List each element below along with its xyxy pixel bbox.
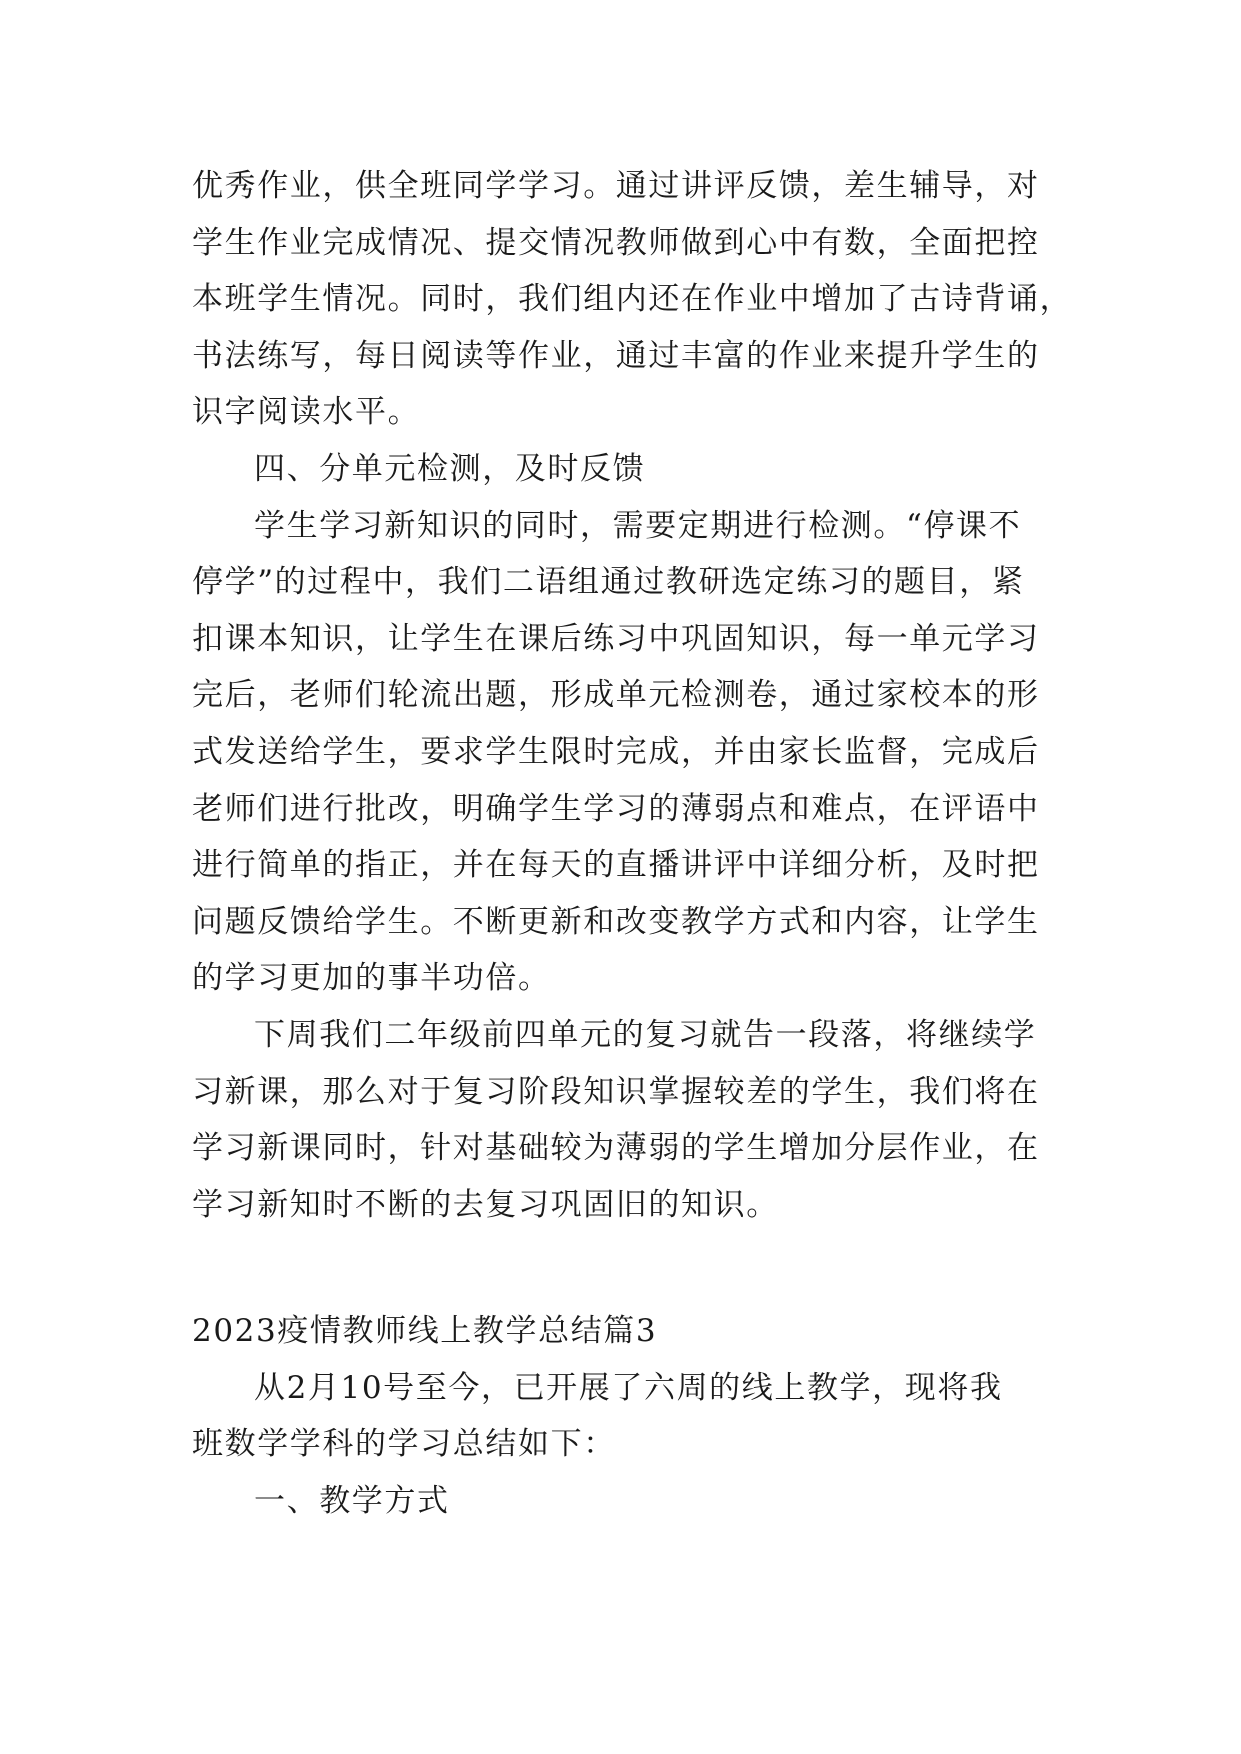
paragraph-line: 班数学学科的学习总结如下： xyxy=(192,1426,616,1463)
paragraph-line: 学习新知时不断的去复习巩固旧的知识。 xyxy=(192,1186,779,1223)
document-page xyxy=(192,158,1073,1530)
paragraph-line: 本班学生情况。同时，我们组内还在作业中增加了古诗背诵， xyxy=(192,281,1073,318)
paragraph-line: 习新课，那么对于复习阶段知识掌握较差的学生，我们将在 xyxy=(192,1073,1040,1110)
paragraph-line: 从2月10号至今，已开展了六周的线上教学，现将我 xyxy=(254,1369,1003,1406)
section-heading-four: 四、分单元检测，及时反馈 xyxy=(254,450,646,487)
paragraph-line: 扣课本知识，让学生在课后练习中巩固知识，每一单元学习 xyxy=(192,620,1040,657)
paragraph-line: 停学”的过程中，我们二语组通过教研选定练习的题目，紧 xyxy=(192,564,1025,601)
paragraph-line: 老师们进行批改，明确学生学习的薄弱点和难点，在评语中 xyxy=(192,790,1040,827)
paragraph-line: 下周我们二年级前四单元的复习就告一段落，将继续学 xyxy=(254,1016,1037,1053)
paragraph-line: 进行简单的指正，并在每天的直播讲评中详细分析，及时把 xyxy=(192,847,1040,884)
paragraph-line: 识字阅读水平。 xyxy=(192,394,421,431)
section-title: 2023疫情教师线上教学总结篇3 xyxy=(192,1313,658,1350)
paragraph-line: 问题反馈给学生。不断更新和改变教学方式和内容，让学生 xyxy=(192,903,1040,940)
paragraph-line: 学习新课同时，针对基础较为薄弱的学生增加分层作业，在 xyxy=(192,1130,1040,1167)
section-spacer xyxy=(192,1233,1052,1303)
paragraph-line: 完后，老师们轮流出题，形成单元检测卷，通过家校本的形 xyxy=(192,677,1040,714)
paragraph-line: 式发送给学生，要求学生限时完成，并由家长监督，完成后 xyxy=(192,733,1040,770)
paragraph-line: 优秀作业，供全班同学学习。通过讲评反馈，差生辅导，对 xyxy=(192,168,1040,204)
paragraph-line: 学生学习新知识的同时，需要定期进行检测。“停课不 xyxy=(254,507,1022,544)
paragraph-line: 学生作业完成情况、提交情况教师做到心中有数，全面把控 xyxy=(192,224,1040,261)
paragraph-line: 书法练写，每日阅读等作业，通过丰富的作业来提升学生的 xyxy=(192,337,1040,374)
paragraph-line: 的学习更加的事半功倍。 xyxy=(192,960,551,997)
section-heading-one: 一、教学方式 xyxy=(254,1483,450,1520)
